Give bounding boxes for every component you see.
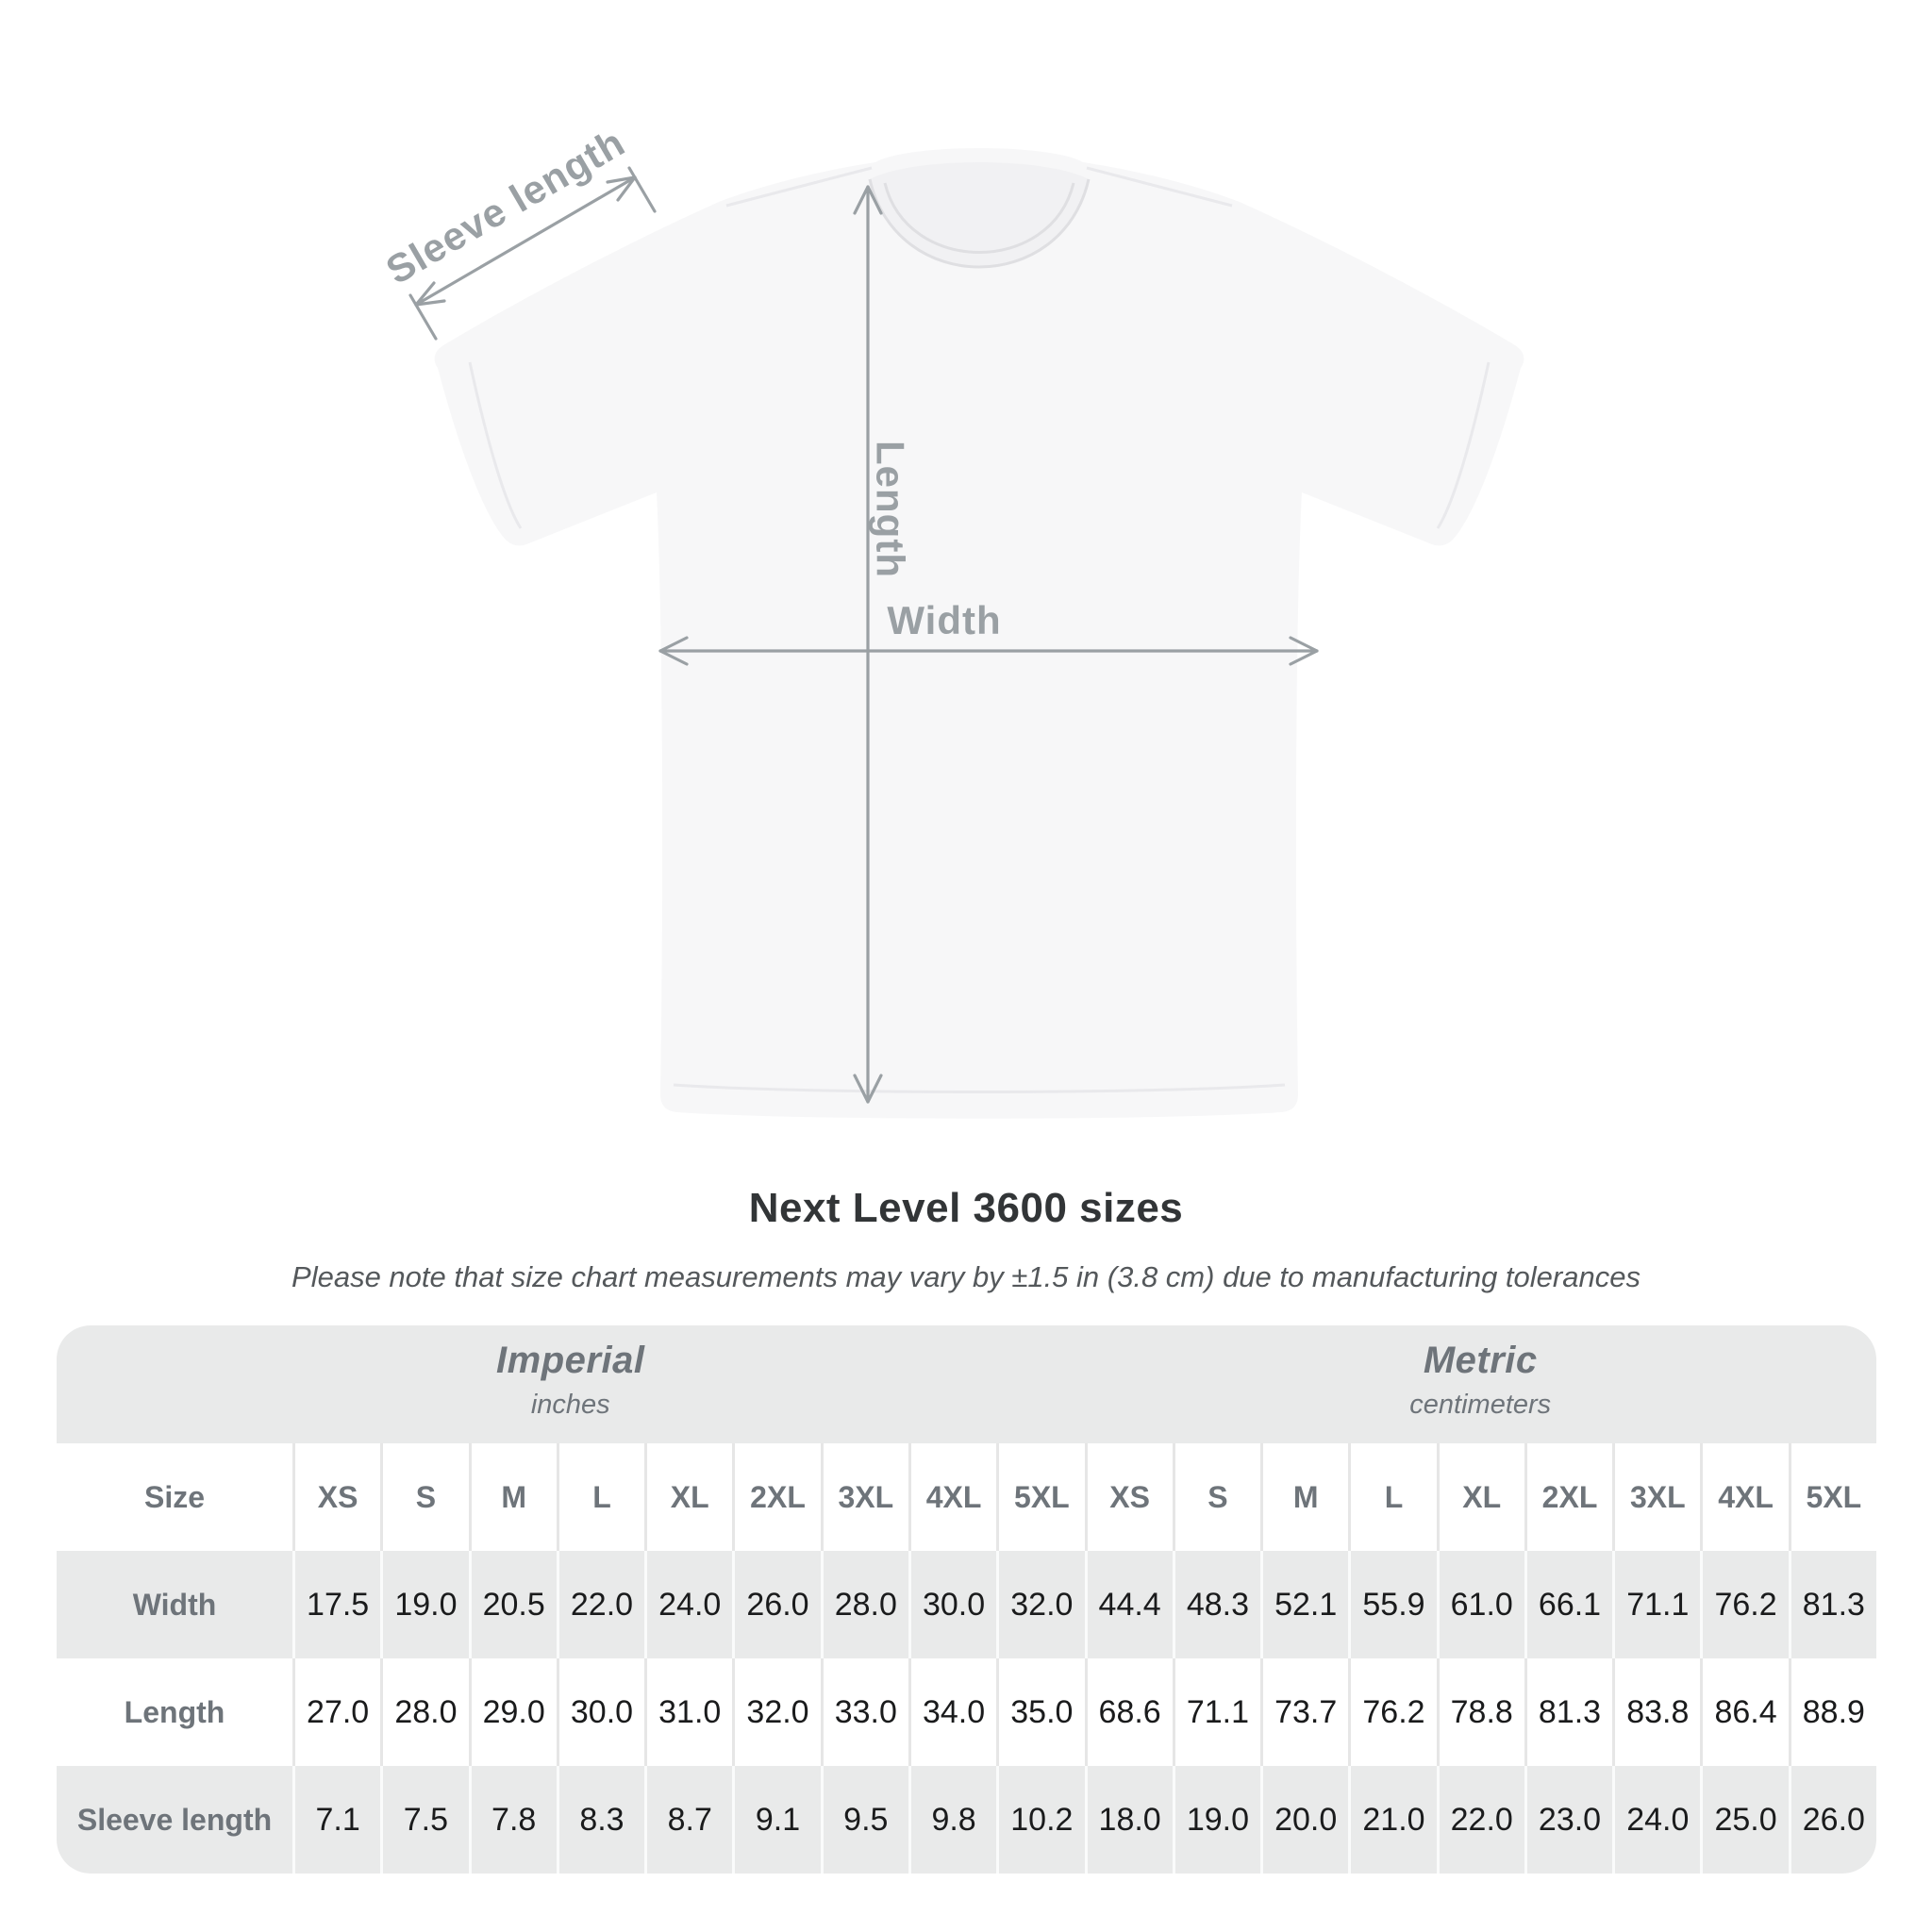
imperial-value-cell: 8.3 — [557, 1766, 644, 1874]
size-col-header: XS — [1085, 1443, 1173, 1551]
size-col-header: XL — [644, 1443, 732, 1551]
imperial-value-cell: 7.1 — [292, 1766, 380, 1874]
size-col-header: M — [469, 1443, 557, 1551]
table-header-row — [57, 1443, 1876, 1551]
imperial-value-cell: 30.0 — [908, 1551, 996, 1658]
metric-value-cell: 24.0 — [1612, 1766, 1700, 1874]
page-title: Next Level 3600 sizes — [748, 1185, 1184, 1231]
sleeve-end-tick-top — [629, 168, 655, 211]
metric-section-unit: centimeters — [1409, 1389, 1552, 1420]
imperial-section-header — [57, 1325, 1085, 1443]
size-col-header: 3XL — [821, 1443, 908, 1551]
size-table — [57, 1325, 1876, 1874]
imperial-value-cell: 28.0 — [821, 1551, 908, 1658]
metric-value-cell: 26.0 — [1789, 1766, 1876, 1874]
row-label: Sleeve length — [76, 1802, 273, 1837]
imperial-section-title: Imperial — [496, 1339, 645, 1381]
imperial-value-cell: 19.0 — [380, 1551, 468, 1658]
metric-value-cell: 71.1 — [1173, 1658, 1260, 1766]
imperial-section-unit: inches — [530, 1389, 610, 1420]
sleeve-arrowhead-bottom — [416, 283, 444, 305]
metric-value-cell: 25.0 — [1700, 1766, 1788, 1874]
imperial-value-cell: 10.2 — [996, 1766, 1084, 1874]
imperial-value-cell: 9.1 — [732, 1766, 820, 1874]
imperial-value-cell: 8.7 — [644, 1766, 732, 1874]
table-row — [57, 1766, 1876, 1874]
metric-value-cell: 21.0 — [1348, 1766, 1436, 1874]
metric-value-cell: 68.6 — [1085, 1658, 1173, 1766]
metric-value-cell: 76.2 — [1348, 1658, 1436, 1766]
table-row — [57, 1658, 1876, 1766]
metric-value-cell: 66.1 — [1524, 1551, 1612, 1658]
metric-section-header — [1085, 1325, 1877, 1443]
imperial-value-cell: 28.0 — [380, 1658, 468, 1766]
imperial-value-cell: 35.0 — [996, 1658, 1084, 1766]
imperial-value-cell: 30.0 — [557, 1658, 644, 1766]
imperial-value-cell: 9.5 — [821, 1766, 908, 1874]
size-col-header: 5XL — [1789, 1443, 1876, 1551]
size-col-header: XL — [1437, 1443, 1524, 1551]
imperial-value-cell: 22.0 — [557, 1551, 644, 1658]
row-label: Width — [132, 1587, 217, 1622]
size-col-header: L — [1348, 1443, 1436, 1551]
size-col-header: M — [1260, 1443, 1348, 1551]
metric-value-cell: 71.1 — [1612, 1551, 1700, 1658]
size-col-header: S — [380, 1443, 468, 1551]
metric-value-cell: 81.3 — [1789, 1551, 1876, 1658]
size-col-header: 5XL — [996, 1443, 1084, 1551]
metric-value-cell: 86.4 — [1700, 1658, 1788, 1766]
length-label: Length — [868, 441, 913, 578]
imperial-value-cell: 29.0 — [469, 1658, 557, 1766]
size-col-header: XS — [292, 1443, 380, 1551]
metric-value-cell: 48.3 — [1173, 1551, 1260, 1658]
metric-value-cell: 61.0 — [1437, 1551, 1524, 1658]
sleeve-arrowhead-top — [608, 177, 635, 200]
metric-value-cell: 83.8 — [1612, 1658, 1700, 1766]
size-col-header: 3XL — [1612, 1443, 1700, 1551]
metric-value-cell: 73.7 — [1260, 1658, 1348, 1766]
imperial-value-cell: 31.0 — [644, 1658, 732, 1766]
metric-value-cell: 18.0 — [1085, 1766, 1173, 1874]
metric-value-cell: 23.0 — [1524, 1766, 1612, 1874]
tolerance-note: Please note that size chart measurements may vary by ±1.5 in (3.8 cm) due to manufacturing tolerances — [291, 1260, 1641, 1293]
size-col-header: S — [1173, 1443, 1260, 1551]
table-row — [57, 1551, 1876, 1658]
imperial-value-cell: 33.0 — [821, 1658, 908, 1766]
size-col-header: 4XL — [908, 1443, 996, 1551]
metric-value-cell: 81.3 — [1524, 1658, 1612, 1766]
imperial-value-cell: 27.0 — [292, 1658, 380, 1766]
imperial-value-cell: 34.0 — [908, 1658, 996, 1766]
metric-value-cell: 44.4 — [1085, 1551, 1173, 1658]
row-label: Length — [124, 1694, 225, 1729]
imperial-value-cell: 32.0 — [996, 1551, 1084, 1658]
metric-section-title: Metric — [1423, 1339, 1538, 1381]
size-grid — [57, 1443, 1876, 1874]
metric-value-cell: 52.1 — [1260, 1551, 1348, 1658]
imperial-value-cell: 7.8 — [469, 1766, 557, 1874]
imperial-value-cell: 20.5 — [469, 1551, 557, 1658]
width-label: Width — [887, 598, 1002, 642]
imperial-value-cell: 26.0 — [732, 1551, 820, 1658]
size-col-header: 4XL — [1700, 1443, 1788, 1551]
sleeve-length-label: Sleeve length — [378, 119, 633, 293]
imperial-value-cell: 17.5 — [292, 1551, 380, 1658]
imperial-value-cell: 32.0 — [732, 1658, 820, 1766]
metric-value-cell: 22.0 — [1437, 1766, 1524, 1874]
imperial-value-cell: 9.8 — [908, 1766, 996, 1874]
imperial-value-cell: 24.0 — [644, 1551, 732, 1658]
metric-value-cell: 76.2 — [1700, 1551, 1788, 1658]
size-col-header: 2XL — [1524, 1443, 1612, 1551]
metric-value-cell: 20.0 — [1260, 1766, 1348, 1874]
metric-value-cell: 88.9 — [1789, 1658, 1876, 1766]
unit-section-header — [57, 1325, 1876, 1443]
metric-value-cell: 19.0 — [1173, 1766, 1260, 1874]
size-col-header: 2XL — [732, 1443, 820, 1551]
metric-value-cell: 78.8 — [1437, 1658, 1524, 1766]
imperial-value-cell: 7.5 — [380, 1766, 468, 1874]
size-col-header: L — [557, 1443, 644, 1551]
metric-value-cell: 55.9 — [1348, 1551, 1436, 1658]
size-header-cell: Size — [143, 1479, 206, 1514]
